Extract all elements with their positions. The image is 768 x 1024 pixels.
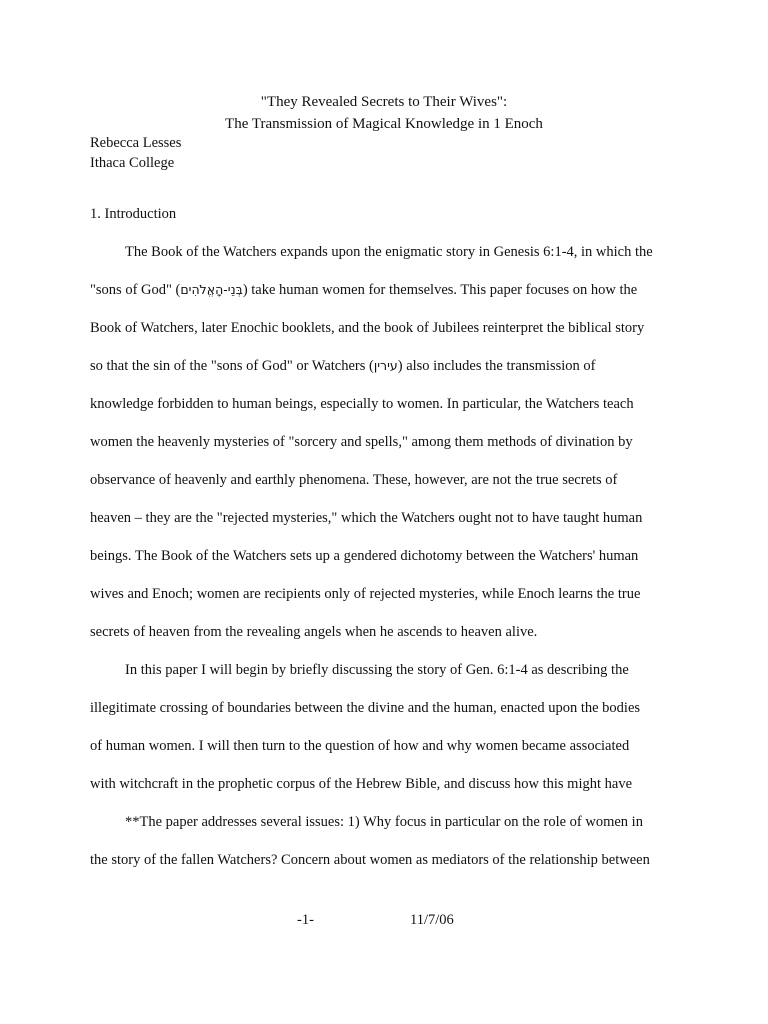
- paragraph-line: women the heavenly mysteries of "sorcery and spells," among them methods of divination by: [90, 434, 633, 450]
- paragraph-line: In this paper I will begin by briefly discussing the story of Gen. 6:1-4 as describing the: [125, 662, 629, 678]
- text-segment: so that the sin of the "sons of God" or Watchers (: [90, 358, 374, 374]
- paragraph-line: illegitimate crossing of boundaries between the divine and the human, enacted upon the bodies: [90, 700, 641, 716]
- text-segment: "sons of God" (: [90, 282, 181, 298]
- paragraph-line: Book of Watchers, later Enochic booklets, and the book of Jubilees reinterpret the biblical story: [90, 320, 645, 336]
- footer-date: 11/7/06: [410, 912, 454, 928]
- paragraph-line: secrets of heaven from the revealing angels when he ascends to heaven alive.: [90, 624, 538, 640]
- paragraph-line: [90, 281, 637, 299]
- page-number: -1-: [297, 912, 314, 928]
- paper-title-line-2: The Transmission of Magical Knowledge in 1 Enoch: [225, 116, 543, 132]
- paper-title-line-1: "They Revealed Secrets to Their Wives":: [260, 94, 508, 110]
- paragraph-line: heaven – they are the "rejected mysteries," which the Watchers ought not to have taught human: [90, 510, 643, 526]
- author-affiliation: Ithaca College: [90, 155, 175, 171]
- paragraph-line: the story of the fallen Watchers? Concern about women as mediators of the relationship between: [90, 852, 650, 868]
- hebrew-term-sons-of-god: בְּנֵי-הָאֱלֹהִים: [180, 282, 243, 297]
- section-heading: 1. Introduction: [90, 206, 177, 222]
- paragraph-line: with witchcraft in the prophetic corpus of the Hebrew Bible, and discuss how this might have: [90, 776, 633, 792]
- paragraph-line: [90, 357, 595, 375]
- paragraph-line: beings. The Book of the Watchers sets up a gendered dichotomy between the Watchers' human: [90, 548, 639, 564]
- paragraph-line: wives and Enoch; women are recipients only of rejected mysteries, while Enoch learns the true: [90, 586, 641, 602]
- text-segment: ) also includes the transmission of: [397, 358, 596, 374]
- paragraph-line: **The paper addresses several issues: 1) Why focus in particular on the role of women in: [125, 814, 643, 830]
- paragraph-line: of human women. I will then turn to the question of how and why women became associated: [90, 738, 630, 754]
- paragraph-line: observance of heavenly and earthly phenomena. These, however, are not the true secrets of: [90, 472, 618, 488]
- paragraph-line: knowledge forbidden to human beings, especially to women. In particular, the Watchers teach: [90, 396, 634, 412]
- text-segment: ) take human women for themselves. This paper focuses on how the: [242, 282, 638, 298]
- paragraph-line: The Book of the Watchers expands upon the enigmatic story in Genesis 6:1-4, in which the: [125, 244, 653, 260]
- author-name: Rebecca Lesses: [90, 135, 182, 151]
- hebrew-term-watchers: עירין: [373, 358, 398, 373]
